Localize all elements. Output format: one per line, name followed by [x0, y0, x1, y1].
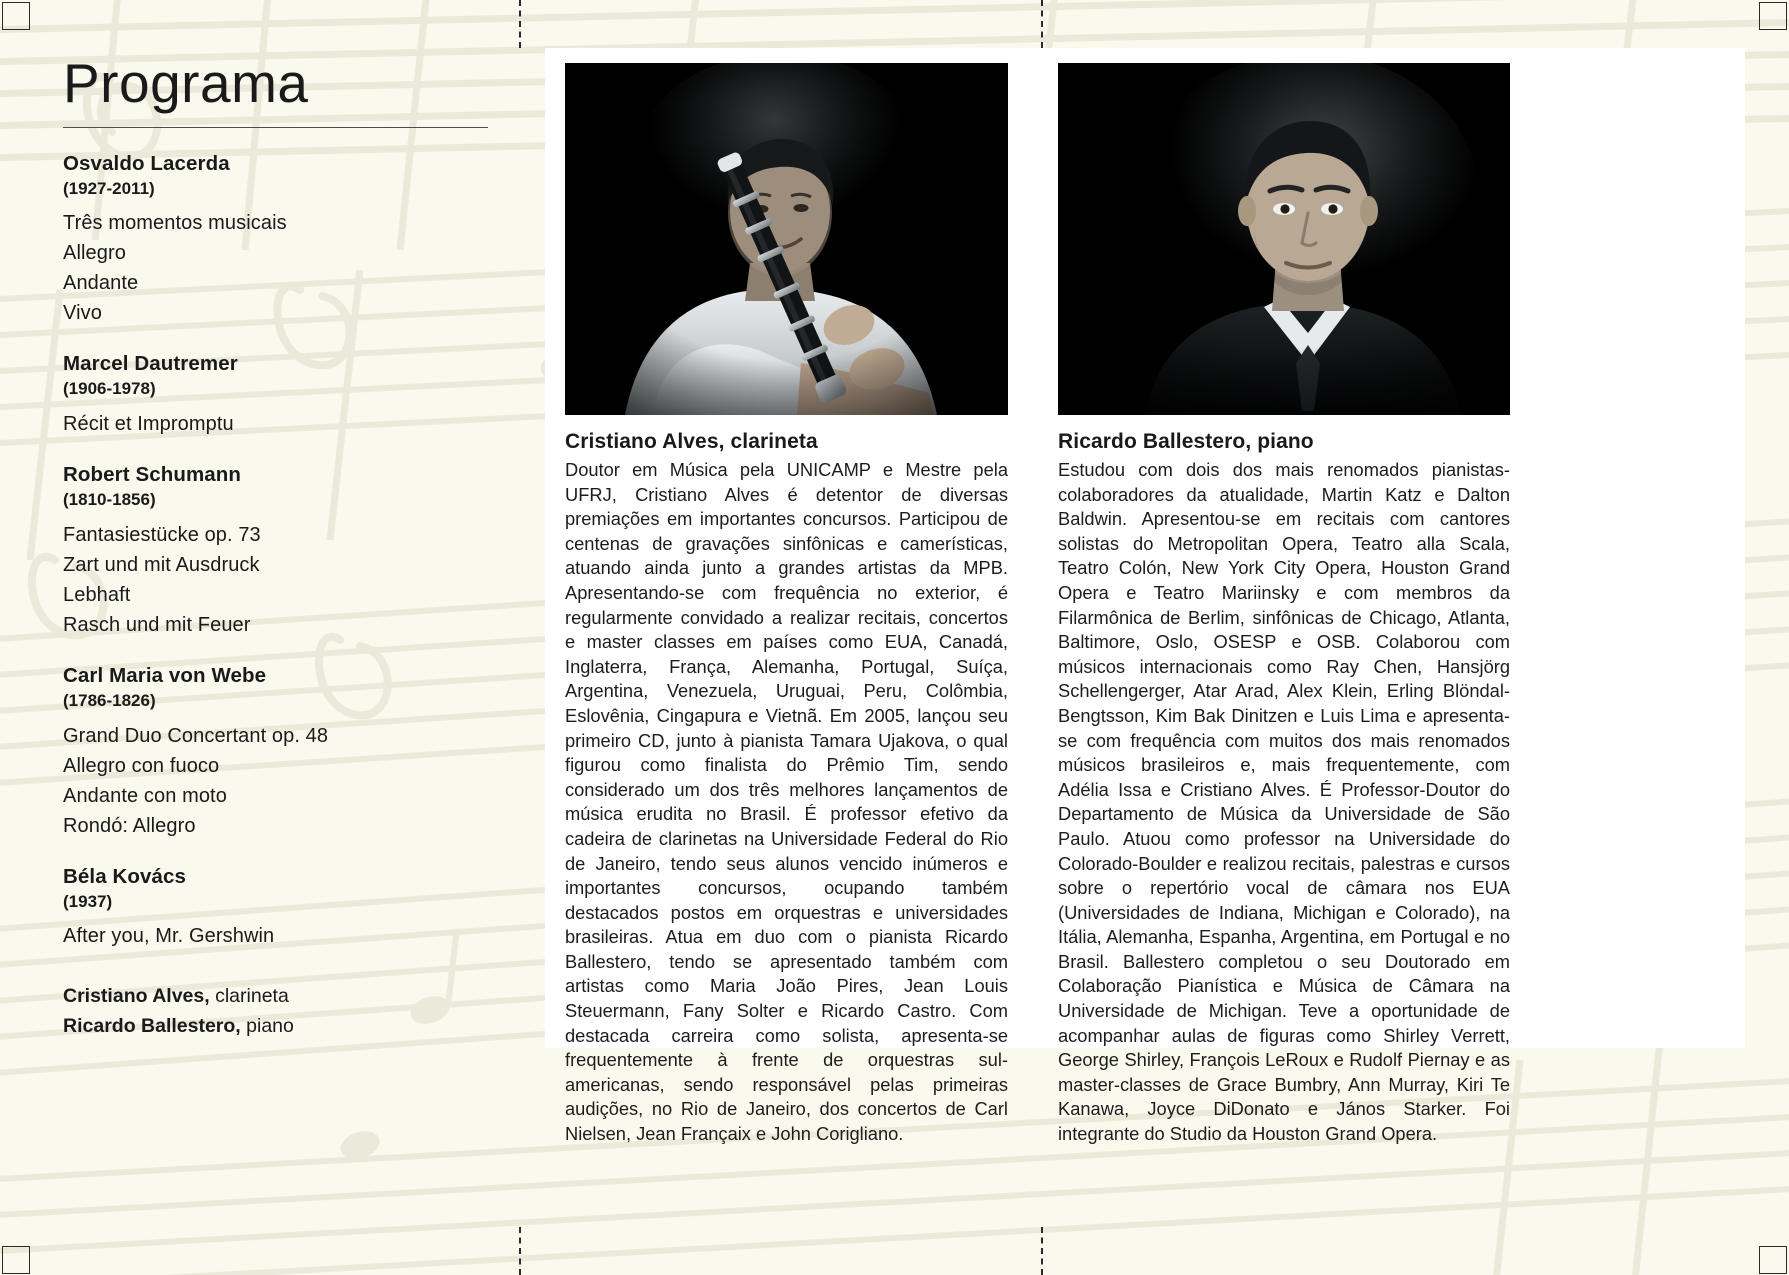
performer-instrument: piano	[240, 1015, 294, 1038]
performer-name: Cristiano Alves,	[63, 985, 210, 1008]
title-divider	[63, 127, 488, 128]
composer-name: Carl Maria von Webe	[63, 663, 267, 687]
movement: Andante con moto	[63, 784, 227, 807]
program-column	[63, 52, 503, 1042]
piece-title: Grand Duo Concertant op. 48	[63, 724, 329, 747]
fold-mark-top-left	[519, 0, 521, 48]
portrait-photo-pianist	[1058, 63, 1510, 415]
composer-years: (1906-1978)	[63, 379, 156, 399]
program-work	[63, 461, 503, 640]
portrait-photo-clarinetist	[565, 63, 1008, 415]
artist-bio-ricardo-ballestero	[1058, 63, 1510, 1147]
composer-name: Marcel Dautremer	[63, 352, 238, 376]
composer-years: (1937)	[63, 891, 113, 911]
fold-mark-bottom-left	[519, 1227, 521, 1275]
composer-years: (1786-1826)	[63, 690, 156, 710]
movement: Rondó: Allegro	[63, 814, 196, 837]
performer-credit-line	[63, 1011, 503, 1041]
performer-instrument: clarineta	[209, 985, 289, 1008]
crop-mark-top-right	[1759, 2, 1787, 30]
composer-name: Osvaldo Lacerda	[63, 151, 230, 175]
movement: Andante	[63, 272, 139, 295]
crop-mark-top-left	[2, 2, 30, 30]
program-work	[63, 662, 503, 841]
composer-name: Robert Schumann	[63, 463, 242, 487]
piece-title: Três momentos musicais	[63, 212, 287, 235]
movement: Allegro	[63, 242, 126, 265]
artist-name: Ricardo Ballestero, piano	[1058, 430, 1314, 453]
artist-name: Cristiano Alves, clarineta	[565, 430, 818, 453]
artist-bio-text: Estudou com dois dos mais renomados pianistas-colaboradores da atualidade, Martin Katz e Dalton Baldwin. Apresentou-se em recitais com cantores solistas do Metropolitan Opera, Teatro alla Scala, Teatro Colón, New York City Opera, Houston Grand Opera e Teatro Mariinsky e com membros da Filarmônica de Berlim, sinfônicas de Chicago, Atlanta, Baltimore, Oslo, OSESP e OSB. Colaborou com músicos internacionais como Ray Chen, Hansjörg Schellengerger, Atar Arad, Alex Klein, Erling Blöndal-Bengtsson, Kim Bak Dinitzen e Luis Lima e apresenta-se com frequência com muitos dos mais renomados músicos brasileiros e, mais frequentemente, com Adélia Issa e Cristiano Alves. É Professor-Doutor do Departamento de Música da Universidade de São Paulo. Atuou como professor na Universidade do Colorado-Boulder e realizou recitais, palestras e cursos sobre o repertório vocal de câmara nos EUA (Universidades de Indiana, Michigan e Colorado), na Itália, Alemanha, Espanha, Argentina, em Portugal e no Brasil. Ballestero completou o seu Doutorado em Colaboração Pianística e Música de Câmara na Universidade de Michigan. Teve a oportunidade de acompanhar aulas de figuras como Shirley Verrett, George Shirley, François LeRoux e Rudolf Piernay e as master-classes de Grace Bumbry, Ann Murray, Kiri Te Kanawa, Joyce DiDonato e János Starker. Foi integrante do Studio da Houston Grand Opera.	[1058, 459, 1510, 1145]
performer-name: Ricardo Ballestero,	[63, 1015, 241, 1038]
movement: Vivo	[63, 302, 102, 325]
piece-title: Récit et Impromptu	[63, 413, 234, 436]
crop-mark-bottom-left	[2, 1246, 30, 1274]
piece-title: Fantasiestücke op. 73	[63, 523, 261, 546]
composer-years: (1810-1856)	[63, 490, 156, 510]
program-work	[63, 350, 503, 439]
performers-credit	[63, 981, 503, 1041]
composer-name: Béla Kovács	[63, 864, 187, 888]
performer-credit-line	[63, 981, 503, 1011]
artist-bio-cristiano-alves	[565, 63, 1008, 1147]
artist-bio-text: Doutor em Música pela UNICAMP e Mestre pela UFRJ, Cristiano Alves é detentor de diversas premiações em importantes concursos. Participou de centenas de gravações sinfônicas e camerísticas, atuando ainda junto a grandes artistas da MPB. Apresentando-se com frequência no exterior, é regularmente convidado a realizar recitais, concertos e master classes em países como EUA, Canadá, Inglaterra, França, Alemanha, Portugal, Suíça, Argentina, Venezuela, Uruguai, Peru, Colômbia, Eslovênia, Cingapura e Vietnã. Em 2005, lançou seu primeiro CD, junto à pianista Tamara Ujakova, o qual figurou como finalista do Prêmio Tim, sendo considerado um dos três melhores lançamentos de música erudita no Brasil. É professor efetivo da cadeira de clarinetas na Universidade Federal do Rio de Janeiro, tendo seus alunos vencido inúmeros e importantes concursos, ocupando também destacados postos em orquestras e universidades brasileiras. Atua em duo com o pianista Ricardo Ballestero, tendo se apresentado também com artistas como Maria João Pires, Jean Louis Steuermann, Fany Solter e Ricardo Castro. Com destacada carreira como solista, apresenta-se frequentemente à frente de orquestras sul-americanas, sendo responsável pelas primeiras audições, no Rio de Janeiro, dos concertos de Carl Nielsen, Jean Françaix e John Corigliano.	[565, 459, 1008, 1145]
movement: Allegro con fuoco	[63, 754, 220, 777]
page-title: Programa	[63, 52, 309, 114]
program-work	[63, 863, 503, 952]
composer-years: (1927-2011)	[63, 178, 155, 198]
fold-mark-bottom-right	[1041, 1227, 1043, 1275]
piece-title: After you, Mr. Gershwin	[63, 925, 275, 948]
movement: Zart und mit Ausdruck	[63, 553, 260, 576]
movement: Rasch und mit Feuer	[63, 613, 251, 636]
movement: Lebhaft	[63, 583, 131, 606]
program-work	[63, 150, 503, 329]
crop-mark-bottom-right	[1759, 1246, 1787, 1274]
fold-mark-top-right	[1041, 0, 1043, 48]
